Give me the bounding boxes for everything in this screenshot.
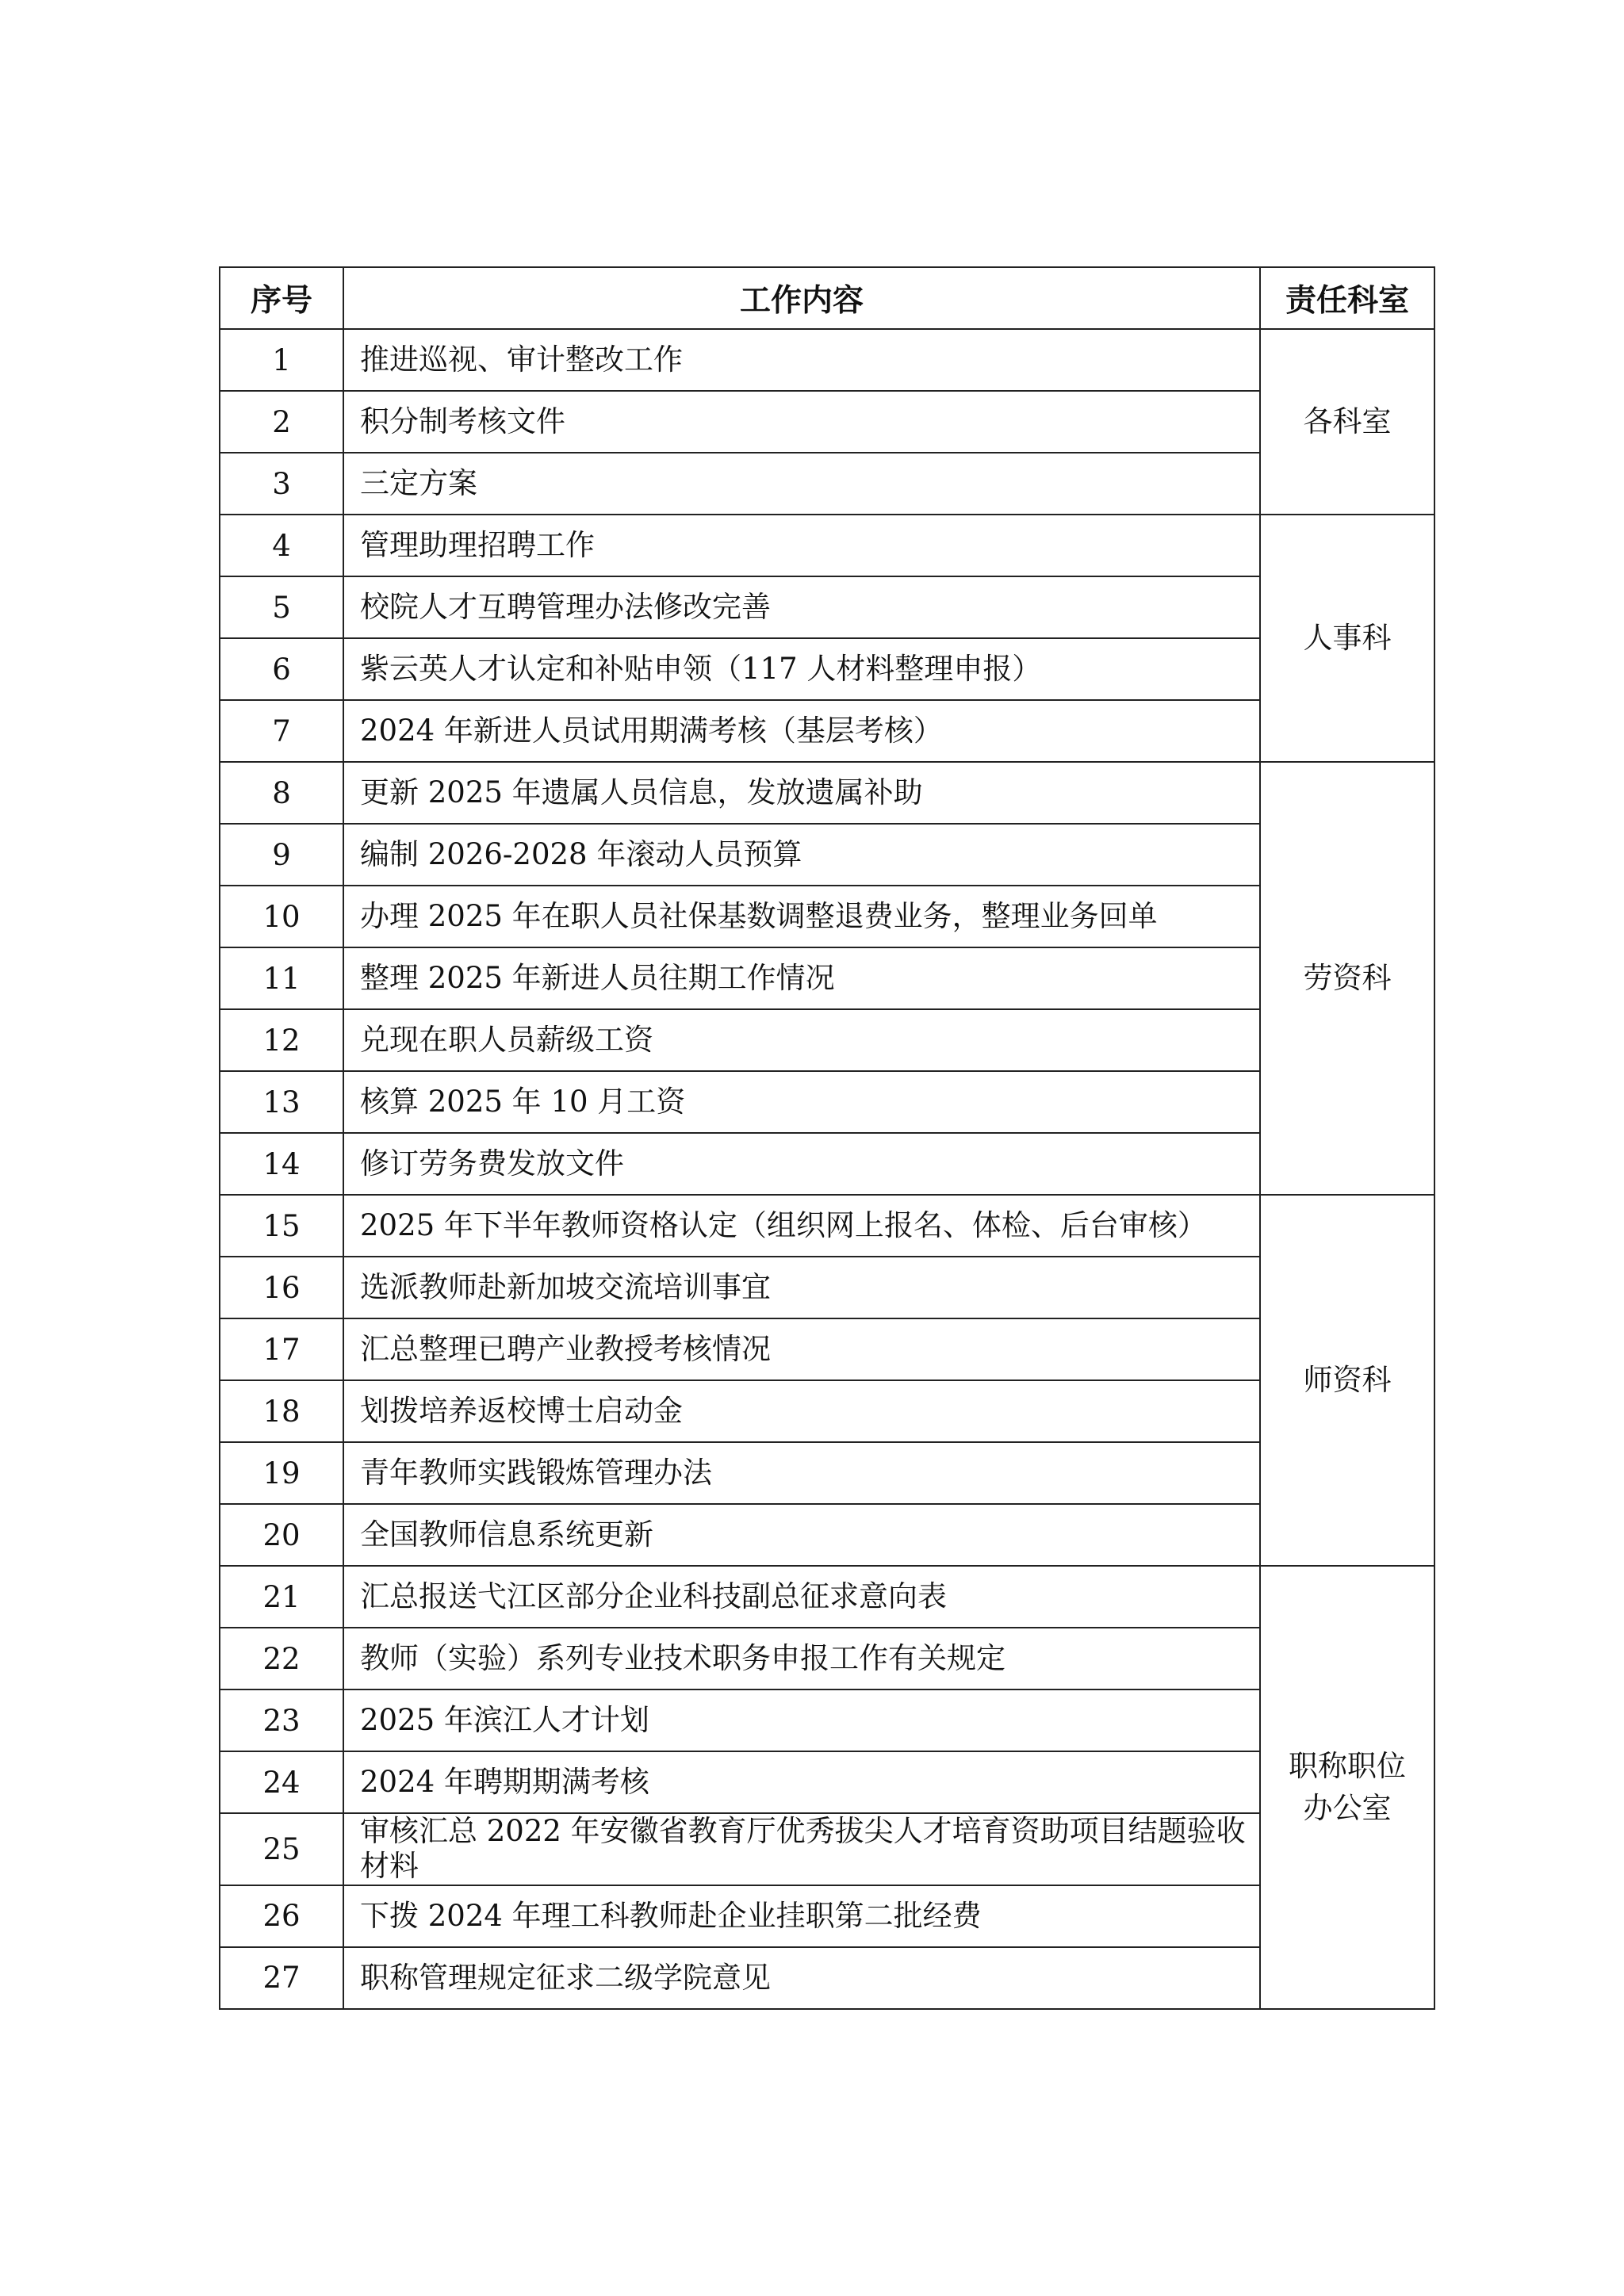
row-content: 汇总报送弋江区部分企业科技副总征求意向表 xyxy=(343,1566,1260,1628)
table-row xyxy=(220,1566,1434,1628)
table-row xyxy=(220,1009,1434,1071)
row-seq: 12 xyxy=(220,1009,343,1071)
row-content: 整理 2025 年新进人员往期工作情况 xyxy=(343,947,1260,1009)
row-seq: 6 xyxy=(220,638,343,700)
row-content: 推进巡视、审计整改工作 xyxy=(343,329,1260,391)
row-seq: 13 xyxy=(220,1071,343,1133)
dept-cell xyxy=(1260,1566,1434,2009)
row-content: 管理助理招聘工作 xyxy=(343,515,1260,576)
row-content: 三定方案 xyxy=(343,453,1260,515)
row-seq: 24 xyxy=(220,1751,343,1813)
row-seq: 27 xyxy=(220,1947,343,2009)
row-seq: 26 xyxy=(220,1885,343,1947)
row-seq: 15 xyxy=(220,1195,343,1257)
row-seq: 20 xyxy=(220,1504,343,1566)
row-content: 兑现在职人员薪级工资 xyxy=(343,1009,1260,1071)
table-row xyxy=(220,1628,1434,1689)
row-content: 下拨 2024 年理工科教师赴企业挂职第二批经费 xyxy=(343,1885,1260,1947)
table-row xyxy=(220,1813,1434,1885)
table-row xyxy=(220,1195,1434,1257)
row-content: 校院人才互聘管理办法修改完善 xyxy=(343,576,1260,638)
row-seq: 10 xyxy=(220,886,343,947)
row-seq: 23 xyxy=(220,1689,343,1751)
table-row xyxy=(220,1504,1434,1566)
table-row xyxy=(220,1885,1434,1947)
table-row xyxy=(220,1133,1434,1195)
row-seq: 17 xyxy=(220,1318,343,1380)
row-seq: 4 xyxy=(220,515,343,576)
table-row xyxy=(220,638,1434,700)
header-content: 工作内容 xyxy=(343,267,1260,329)
table-header-row xyxy=(220,267,1434,329)
work-task-table xyxy=(219,266,1435,2010)
row-seq: 18 xyxy=(220,1380,343,1442)
row-content: 2025 年滨江人才计划 xyxy=(343,1689,1260,1751)
table-row xyxy=(220,515,1434,576)
row-content: 2024 年聘期期满考核 xyxy=(343,1751,1260,1813)
header-dept: 责任科室 xyxy=(1260,267,1434,329)
table-row xyxy=(220,947,1434,1009)
row-content: 积分制考核文件 xyxy=(343,391,1260,453)
row-seq: 1 xyxy=(220,329,343,391)
row-content: 编制 2026-2028 年滚动人员预算 xyxy=(343,824,1260,886)
row-content: 教师（实验）系列专业技术职务申报工作有关规定 xyxy=(343,1628,1260,1689)
table-row xyxy=(220,824,1434,886)
dept-cell: 各科室 xyxy=(1260,329,1434,515)
row-content: 职称管理规定征求二级学院意见 xyxy=(343,1947,1260,2009)
row-seq: 8 xyxy=(220,762,343,824)
table-row xyxy=(220,1380,1434,1442)
row-seq: 9 xyxy=(220,824,343,886)
row-seq: 5 xyxy=(220,576,343,638)
row-content: 汇总整理已聘产业教授考核情况 xyxy=(343,1318,1260,1380)
dept-line: 职称职位 xyxy=(1289,1748,1406,1783)
row-seq: 2 xyxy=(220,391,343,453)
row-content: 全国教师信息系统更新 xyxy=(343,1504,1260,1566)
row-seq: 16 xyxy=(220,1257,343,1318)
dept-line: 办公室 xyxy=(1303,1791,1392,1826)
row-seq: 25 xyxy=(220,1813,343,1885)
header-seq: 序号 xyxy=(220,267,343,329)
row-content: 审核汇总 2022 年安徽省教育厅优秀拔尖人才培育资助项目结题验收材料 xyxy=(343,1813,1260,1885)
row-seq: 3 xyxy=(220,453,343,515)
row-content: 核算 2025 年 10 月工资 xyxy=(343,1071,1260,1133)
table-row xyxy=(220,1947,1434,2009)
table-row xyxy=(220,1751,1434,1813)
row-content: 修订劳务费发放文件 xyxy=(343,1133,1260,1195)
table-row xyxy=(220,700,1434,762)
row-seq: 11 xyxy=(220,947,343,1009)
dept-cell: 人事科 xyxy=(1260,515,1434,762)
table-row xyxy=(220,762,1434,824)
row-seq: 14 xyxy=(220,1133,343,1195)
dept-cell: 师资科 xyxy=(1260,1195,1434,1566)
table-row xyxy=(220,1689,1434,1751)
row-content: 划拨培养返校博士启动金 xyxy=(343,1380,1260,1442)
dept-cell: 劳资科 xyxy=(1260,762,1434,1195)
row-seq: 21 xyxy=(220,1566,343,1628)
table-row xyxy=(220,329,1434,391)
row-content: 紫云英人才认定和补贴申领（117 人材料整理申报） xyxy=(343,638,1260,700)
row-content: 选派教师赴新加坡交流培训事宜 xyxy=(343,1257,1260,1318)
table-row xyxy=(220,1442,1434,1504)
row-seq: 22 xyxy=(220,1628,343,1689)
row-seq: 7 xyxy=(220,700,343,762)
table-row xyxy=(220,1257,1434,1318)
row-content: 更新 2025 年遗属人员信息，发放遗属补助 xyxy=(343,762,1260,824)
table-row xyxy=(220,1071,1434,1133)
table-row xyxy=(220,1318,1434,1380)
row-content: 青年教师实践锻炼管理办法 xyxy=(343,1442,1260,1504)
row-content: 办理 2025 年在职人员社保基数调整退费业务，整理业务回单 xyxy=(343,886,1260,947)
table-row xyxy=(220,576,1434,638)
table-row xyxy=(220,886,1434,947)
table-row xyxy=(220,453,1434,515)
table-row xyxy=(220,391,1434,453)
row-content: 2024 年新进人员试用期满考核（基层考核） xyxy=(343,700,1260,762)
row-content: 2025 年下半年教师资格认定（组织网上报名、体检、后台审核） xyxy=(343,1195,1260,1257)
row-seq: 19 xyxy=(220,1442,343,1504)
